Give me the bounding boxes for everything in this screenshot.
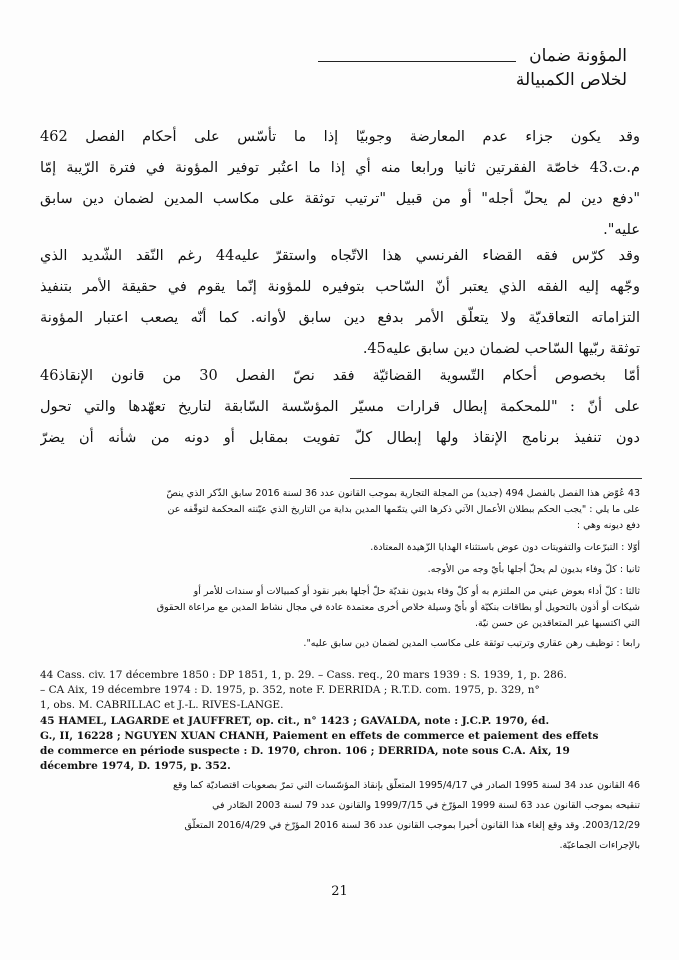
footnote-line: de commerce en période suspecte : D. 1970, chron. 106 ; DERRIDA, note sous C.A. Aix, 19 xyxy=(40,745,570,757)
footnote-line: بالإجراءات الجماعيّة. xyxy=(559,840,640,851)
paragraph-3 xyxy=(40,361,640,454)
paragraph-line: التزاماته التعاقديّة ولا يتعلّق الأمر بدفع دين سابق لأوانه. كما أنّه يصعب اعتبار المؤونة xyxy=(40,310,640,326)
footnote-line: 1, obs. M. CABRILLAC et J.-L. RIVES-LANGE. xyxy=(40,699,284,711)
header-title-line1: المؤونة ضمان xyxy=(529,46,627,66)
footnote-line: التي اكتسبها غير المتعاقدين عن حسن نيّة. xyxy=(474,618,640,629)
footnote-line: 43 عُوّض هذا الفصل بالفصل 494 (جديد) من المجلة التجارية بموجب القانون عدد 36 لسنة 2016 سابق الذّكر الذي ينصّ xyxy=(166,488,640,499)
footnote-line: تنقيحه بموجب القانون عدد 63 لسنة 1999 المؤرّخ في 1999/7/15 والقانون عدد 79 لسنة 2003 الصّادر في xyxy=(212,800,640,811)
paragraph-line: دون تنفيذ برنامج الإنقاذ ولها إبطال كلّ تفويت بمقابل أو دونه من شأنه أن يضرّ xyxy=(40,430,640,446)
footnote-43 xyxy=(40,486,640,652)
paragraph-2 xyxy=(40,241,640,365)
footnote-44 xyxy=(40,668,640,713)
footnote-line: رابعا : توظيف رهن عقاري وترتيب توثقة على مكاسب المدين لضمان دين سابق عليه". xyxy=(303,638,640,649)
footnote-line: – CA Aix, 19 décembre 1974 : D. 1975, p. 352, note F. DERRIDA ; R.T.D. com. 1975, p. 329, n° xyxy=(40,684,540,696)
footnote-line: 45 HAMEL, LAGARDE et JAUFFRET, op. cit., n° 1423 ; GAVALDA, note : J.C.P. 1970, éd. xyxy=(40,715,550,727)
running-header xyxy=(516,44,627,92)
footnote-line: décembre 1974, D. 1975, p. 352. xyxy=(40,760,231,772)
paragraph-line: وقد يكون جزاء عدم المعارضة وجوبيّا إذا ما تأسّس على أحكام الفصل 462 xyxy=(40,129,640,145)
paragraph-line: توثقة ربّيها السّاحب لضمان دين سابق عليه45. xyxy=(362,341,640,357)
footnote-line: شيكات أو أذون بالتحويل أو بطاقات بنكيّة أو بأيّ وسيلة خلاص أخرى معتمدة عادة في مجال نشاط المدين مع مراعاة الحقوق xyxy=(156,602,640,613)
paragraph-1 xyxy=(40,122,640,246)
footnote-line: ثانيا : كلّ وفاء بديون لم يحلّ أجلها بأيّ وجه من الأوجه. xyxy=(427,564,640,575)
footnote-separator xyxy=(350,478,642,479)
footnote-line: G., II, 16228 ; NGUYEN XUAN CHANH, Paiement en effets de commerce et paiement des effets xyxy=(40,730,599,742)
footnote-line: 2003/12/29. وقد وقع إلغاء هذا القانون أخيرا بموجب القانون عدد 36 لسنة 2016 المؤرّخ في 2016/4/29 المتعلّق xyxy=(184,820,640,831)
paragraph-line: م.ت.43 خاصّة الفقرتين ثانيا ورابعا منه أي إذا ما اعتُبر توفير المؤونة في فترة الرّيبة إمّا xyxy=(40,160,640,176)
footnote-line: دفع ديونه وهي : xyxy=(576,520,640,531)
paragraph-line: عليه". xyxy=(603,222,640,238)
footnote-line: 44 Cass. civ. 17 décembre 1850 : DP 1851, 1, p. 29. – Cass. req., 20 mars 1939 : S. 1939, 1, p. 286. xyxy=(40,669,567,681)
paragraph-line: على أنّ : "للمحكمة إبطال قرارات مسيّر المؤسّسة السّابقة لتاريخ تعهّدها والتي تحول xyxy=(40,399,640,415)
footnote-46 xyxy=(40,776,640,856)
header-rule xyxy=(318,61,516,62)
paragraph-line: "دفع دين لم يحلّ أجله" أو من قبيل "ترتيب توثقة على مكاسب المدين لضمان دين سابق xyxy=(40,191,640,207)
footnote-45 xyxy=(40,714,640,774)
paragraph-line: وجّهه إليه الفقه الذي يعتبر أنّ السّاحب بتوفيره للمؤونة إنّما يقوم في حقيقة الأمر بتنفيذ xyxy=(40,279,640,295)
footnote-line: 46 القانون عدد 34 لسنة 1995 الصادر في 1995/4/17 المتعلّق بإنقاذ المؤسّسات التي تمرّ بصعوبات اقتصاديّة كما وقع xyxy=(172,780,640,791)
paragraph-line: أمّا بخصوص أحكام التّسوية القضائيّة فقد نصّ الفصل 30 من قانون الإنقاذ46 xyxy=(40,368,640,384)
footnote-line: أوّلا : التبرّعات والتفويتات دون عوض باستثناء الهدايا الزّهيدة المعتادة. xyxy=(370,542,640,553)
header-title-line2: لخلاص الكمبيالة xyxy=(515,70,627,90)
paragraph-line: وقد كرّس فقه القضاء الفرنسي هذا الاتّجاه واستقرّ عليه44 رغم النّقد الشّديد الذي xyxy=(40,248,640,264)
footnote-line: على ما يلي : "يجب الحكم ببطلان الأعمال الآتي ذكرها التي يتمّمها المدين بداية من التاريخ الذي عيّنته المحكمة لتوقّفه عن xyxy=(167,504,640,515)
footnote-line: ثالثا : كلّ أداء بعوض عيني من الملتزم به أو كلّ وفاء بديون نقديّة حلّ أجلها بغير نقود أو كمبيالات أو سندات للأمر أو xyxy=(193,586,640,597)
page-number: 21 xyxy=(331,884,348,899)
